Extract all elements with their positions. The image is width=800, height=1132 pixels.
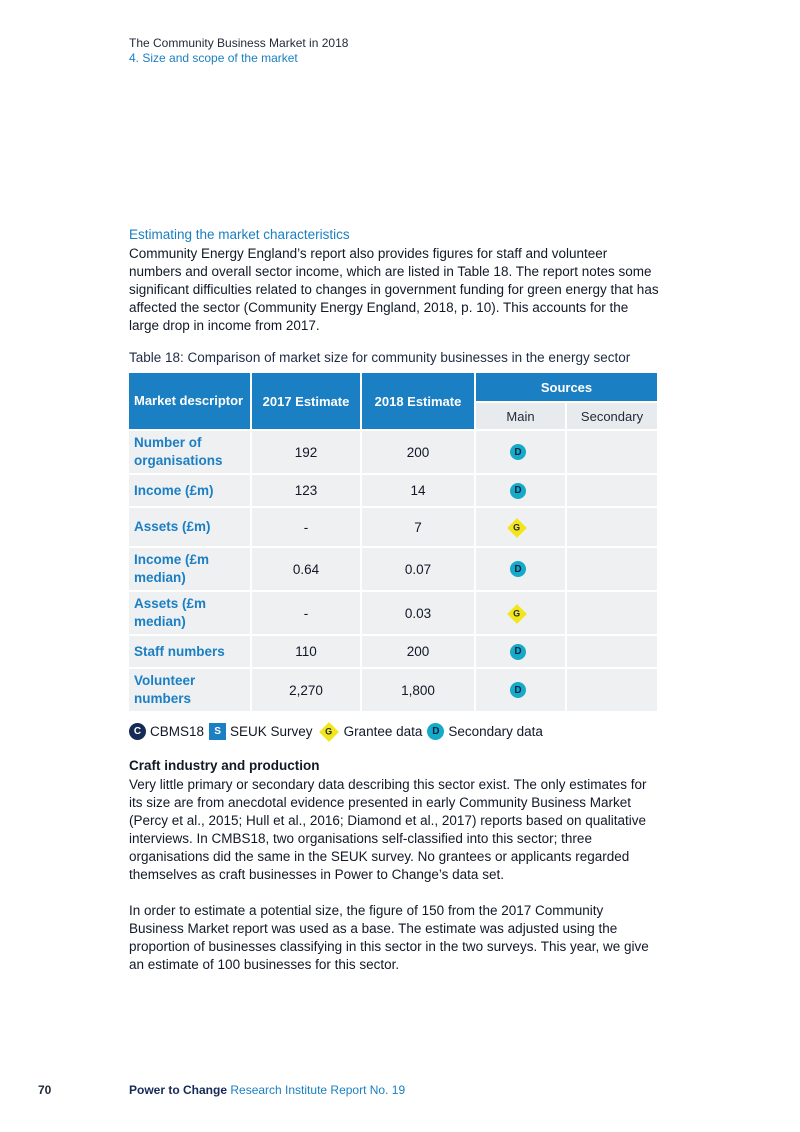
row-label: Staff numbers <box>129 636 250 667</box>
market-size-table <box>127 371 659 713</box>
cell-2018: 0.03 <box>362 592 474 634</box>
cell-2018: 14 <box>362 475 474 506</box>
row-label: Number of organisations <box>129 431 250 473</box>
table-row <box>129 592 657 634</box>
cbms18-badge-icon: C <box>129 723 146 740</box>
secondary-source-cell <box>567 475 657 506</box>
cell-2017: - <box>252 592 360 634</box>
grantee-data-badge-icon <box>507 518 527 538</box>
table-row <box>129 636 657 667</box>
main-source-cell <box>476 475 565 506</box>
header-2018: 2018 Estimate <box>362 373 474 429</box>
grantee-data-badge-icon <box>507 604 527 624</box>
legend-secondary-label: Secondary data <box>448 724 543 739</box>
badge-letter: G <box>325 726 333 737</box>
brand-name: Power to Change <box>129 1083 228 1097</box>
legend-seuk-label: SEUK Survey <box>230 724 313 739</box>
header-descriptor: Market descriptor <box>129 373 250 429</box>
main-source-cell <box>476 592 565 634</box>
main-source-cell <box>476 669 565 711</box>
secondary-data-badge-icon: D <box>510 644 526 660</box>
cell-2017: 2,270 <box>252 669 360 711</box>
main-source-cell <box>476 431 565 473</box>
legend-grantee-label: Grantee data <box>343 724 423 739</box>
cell-2017: 192 <box>252 431 360 473</box>
row-label: Income (£m) <box>129 475 250 506</box>
secondary-source-cell <box>567 636 657 667</box>
secondary-data-badge-icon: D <box>510 561 526 577</box>
cell-2018: 200 <box>362 431 474 473</box>
header-main: Main <box>476 403 565 429</box>
estimating-paragraph: Community Energy England’s report also provides figures for staff and volunteer numbers and overall sector income, which are listed in Table 18. The report notes some significant difficulties related to changes in government funding for green energy that has affected the sector (Community Energy England, 2018, p. 10). This accounts for the large drop in income from 2017. <box>129 246 659 333</box>
header-sources: Sources <box>476 373 657 401</box>
secondary-source-cell <box>567 548 657 590</box>
cell-2018: 200 <box>362 636 474 667</box>
main-source-cell <box>476 548 565 590</box>
secondary-data-badge-icon: D <box>510 444 526 460</box>
table-row <box>129 669 657 711</box>
page-number: 70 <box>38 1083 52 1097</box>
secondary-source-cell <box>567 508 657 546</box>
header-secondary: Secondary <box>567 403 657 429</box>
header-2017: 2017 Estimate <box>252 373 360 429</box>
row-label: Volunteer numbers <box>129 669 250 711</box>
badge-letter: G <box>513 608 521 619</box>
cell-2017: 110 <box>252 636 360 667</box>
table-row <box>129 475 657 506</box>
main-source-cell <box>476 508 565 546</box>
seuk-badge-icon: S <box>209 723 226 740</box>
row-label: Assets (£m median) <box>129 592 250 634</box>
secondary-data-badge-icon: D <box>427 723 444 740</box>
badge-letter: G <box>513 522 521 533</box>
cell-2018: 0.07 <box>362 548 474 590</box>
table-caption: Table 18: Comparison of market size for community businesses in the energy sector <box>129 350 631 365</box>
estimating-heading: Estimating the market characteristics <box>129 227 350 242</box>
row-label: Income (£m median) <box>129 548 250 590</box>
cell-2017: 0.64 <box>252 548 360 590</box>
table-row <box>129 508 657 546</box>
craft-paragraph-2: In order to estimate a potential size, the figure of 150 from the 2017 Community Business Market report was used as a base. The estimate was adjusted using the proportion of businesses classifying in this sector in the two surveys. This year, we give an estimate of 100 businesses for this sector. <box>129 903 649 972</box>
craft-paragraph-1: Very little primary or secondary data describing this sector exist. The only estimates for its size are from anecdotal evidence presented in early Community Business Market (Percy et al., 2015; Hull et al., 2016; Diamond et al., 2017) reports based on qualitative interviews. In CMBS18, two organisations self-classified into this sector; three organisations did the same in the SEUK survey. No grantees or applicants regarded themselves as craft businesses in Power to Change’s data set. <box>129 777 647 882</box>
secondary-data-badge-icon: D <box>510 682 526 698</box>
running-header <box>129 36 348 66</box>
table-row <box>129 431 657 473</box>
footer-brand <box>129 1083 405 1097</box>
secondary-source-cell <box>567 431 657 473</box>
main-source-cell <box>476 636 565 667</box>
section-title: 4. Size and scope of the market <box>129 51 298 65</box>
secondary-data-badge-icon: D <box>510 483 526 499</box>
report-name: Research Institute Report No. 19 <box>230 1083 406 1097</box>
row-label: Assets (£m) <box>129 508 250 546</box>
cell-2017: 123 <box>252 475 360 506</box>
source-legend <box>129 723 659 740</box>
cell-2017: - <box>252 508 360 546</box>
cell-2018: 7 <box>362 508 474 546</box>
secondary-source-cell <box>567 592 657 634</box>
legend-cbms18-label: CBMS18 <box>150 724 205 739</box>
report-title: The Community Business Market in 2018 <box>129 36 349 50</box>
table-row <box>129 548 657 590</box>
main-content <box>129 227 659 974</box>
grantee-data-badge-icon <box>319 722 339 742</box>
cell-2018: 1,800 <box>362 669 474 711</box>
craft-heading: Craft industry and production <box>129 758 320 773</box>
secondary-source-cell <box>567 669 657 711</box>
